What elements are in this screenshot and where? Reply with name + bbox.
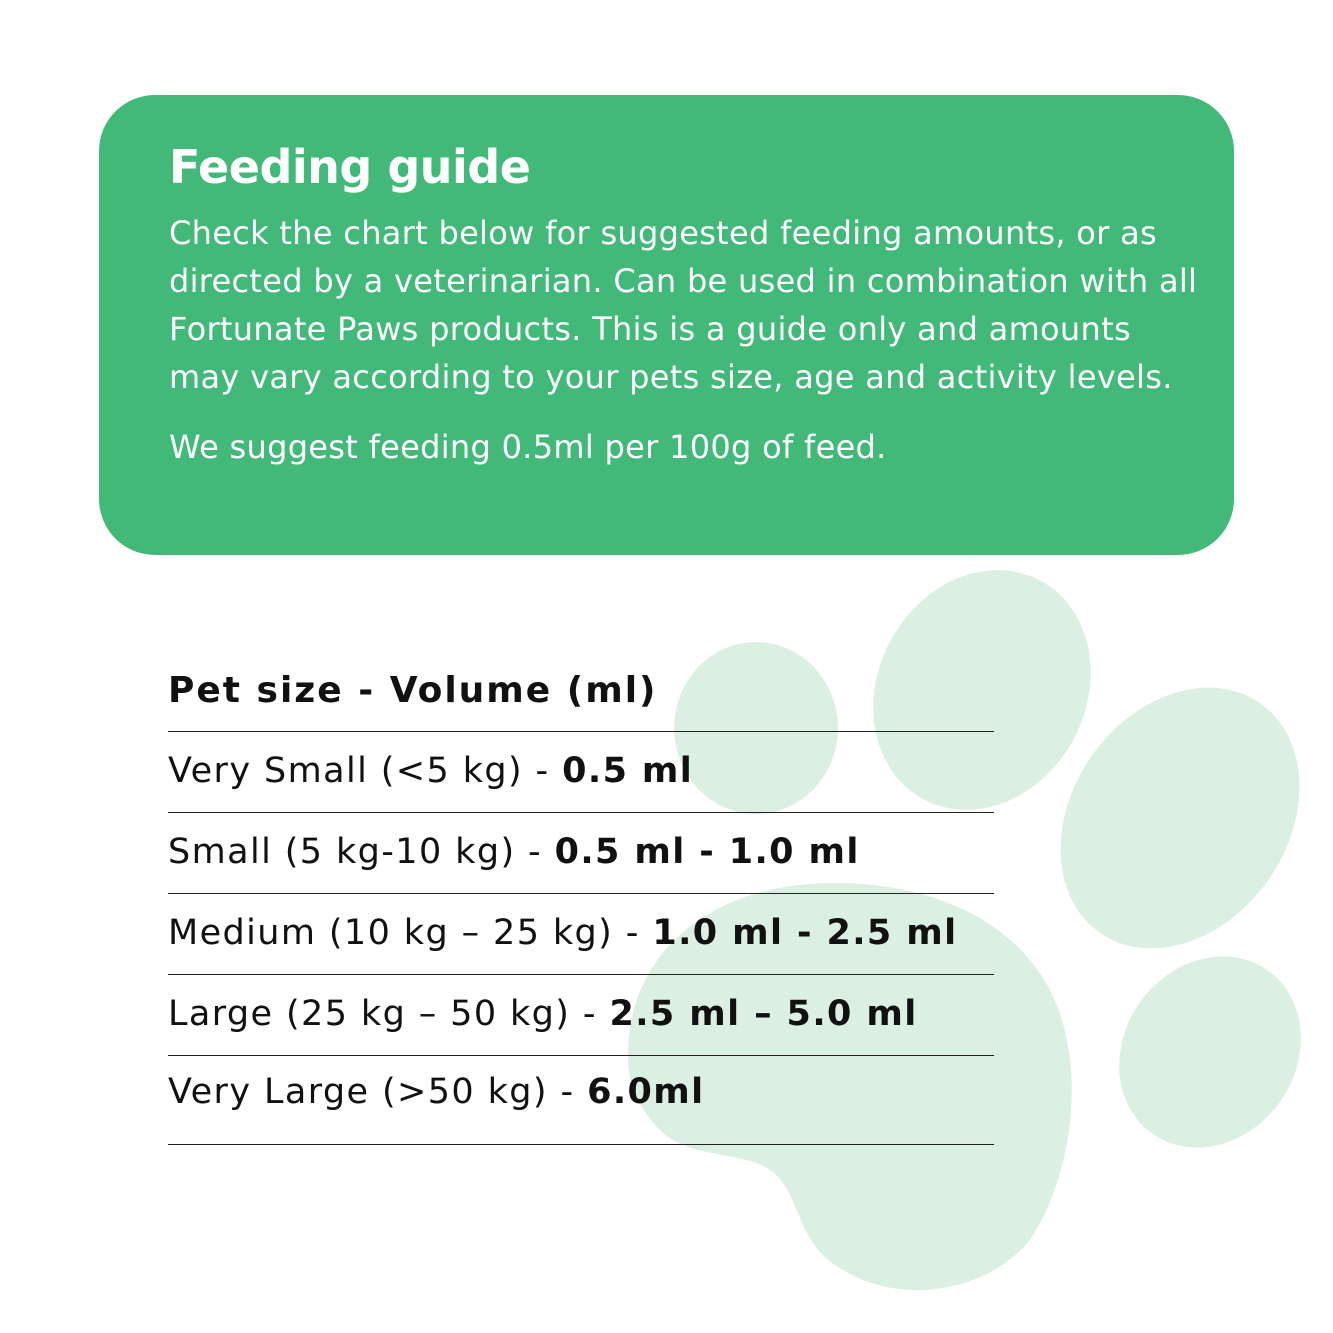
table-row <box>168 894 994 975</box>
row-volume: 6.0ml <box>587 1072 705 1112</box>
feeding-guide-card <box>99 95 1234 555</box>
row-volume: 2.5 ml – 5.0 ml <box>609 994 918 1034</box>
row-pet-size: Very Small (<5 kg) - <box>168 751 563 791</box>
row-volume: 0.5 ml <box>562 751 694 791</box>
row-pet-size: Large (25 kg – 50 kg) - <box>168 994 610 1034</box>
table-header: Pet size - Volume (ml) <box>168 655 994 732</box>
row-volume: 1.0 ml - 2.5 ml <box>652 913 958 953</box>
row-pet-size: Small (5 kg-10 kg) - <box>168 832 555 872</box>
card-title: Feeding guide <box>169 140 531 194</box>
row-pet-size: Medium (10 kg – 25 kg) - <box>168 913 653 953</box>
table-row <box>168 813 994 894</box>
row-volume: 0.5 ml - 1.0 ml <box>554 832 860 872</box>
table-row <box>168 1056 994 1145</box>
dosage-table <box>168 655 994 1145</box>
paw-toe-4 <box>1082 921 1333 1183</box>
row-pet-size: Very Large (>50 kg) - <box>168 1072 588 1112</box>
card-intro-text: Check the chart below for suggested feeding amounts, or as directed by a veterinarian. Can be used in combination with all Fortunate Paws products. This is a guide only and amounts may vary according to your pets size, age and activity levels. <box>169 214 1198 396</box>
table-row <box>168 975 994 1056</box>
card-suggestion-text: We suggest feeding 0.5ml per 100g of feed. <box>169 428 887 466</box>
table-row <box>168 732 994 813</box>
